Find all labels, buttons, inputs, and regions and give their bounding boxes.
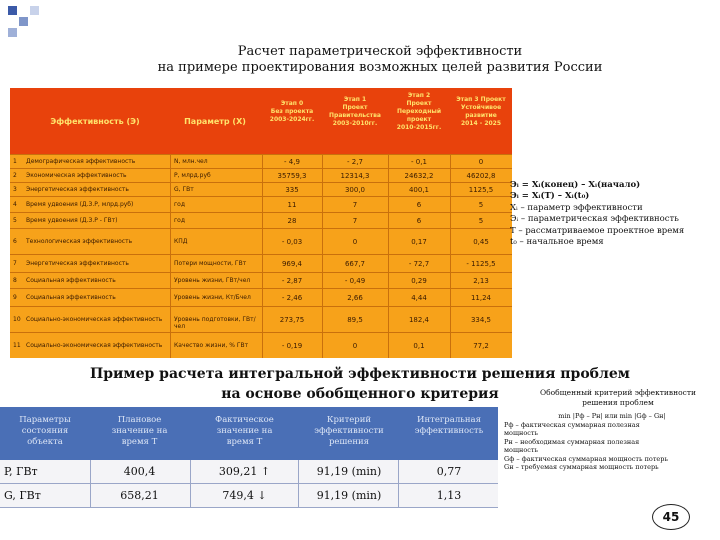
- table-row: [10, 168, 512, 183]
- row-name: Время удвоения (Д.З.Р, млрд.руб): [26, 201, 134, 208]
- table-row: [10, 332, 512, 359]
- row-name: Энергетическая эффективность: [26, 186, 129, 193]
- value-stage1: 667,7: [344, 260, 366, 268]
- row-param: КПД: [174, 238, 188, 245]
- table-row: P, ГВт 400,4 309,21 ↑ 91,19 (min) 0,77: [0, 460, 498, 484]
- parametric-efficiency-table: [10, 88, 512, 358]
- value-stage1: 12314,3: [340, 172, 370, 180]
- value-stage3: 2,13: [473, 277, 489, 285]
- value-stage2: - 0,1: [411, 158, 427, 166]
- header-stage3: Этап 3 Проект Устойчивое развитие 2014 - 2025: [456, 96, 506, 127]
- value-stage0: - 0,19: [281, 342, 303, 350]
- table-row: [10, 272, 512, 289]
- value-stage2: 6: [416, 217, 422, 225]
- row-name: Социальная эффективность: [26, 277, 116, 284]
- row-name: Социально-экономическая эффективность: [26, 316, 163, 323]
- table-row: [10, 212, 512, 229]
- value-stage1: 0: [352, 238, 358, 246]
- row-name: Социально-экономическая эффективность: [26, 342, 163, 349]
- criterion-notes: min |Pф – Pн| или min |Gф – Gн| Pф – фактическая суммарная полезная мощность Pн – необходимая суммарная полезная мощность Gф – фактическая суммарная мощность потерь Gн – требуемая суммарная мощность потерь: [504, 412, 668, 471]
- bheader-fact: Фактическое значение на время T: [215, 415, 274, 447]
- row-param: год: [174, 201, 185, 208]
- value-stage3: 77,2: [473, 342, 489, 350]
- value-stage3: 334,5: [470, 316, 492, 324]
- table-row: [10, 228, 512, 255]
- value-stage0: 273,75: [279, 316, 305, 324]
- table-row: [10, 154, 512, 169]
- row-index: 1: [13, 158, 17, 165]
- value-stage3: 46202,8: [466, 172, 496, 180]
- row-name: Время удвоения (Д.З.Р - ГВт): [26, 217, 118, 224]
- row-index: 10: [13, 316, 21, 323]
- table-row: [10, 288, 512, 307]
- row-name: Энергетическая эффективность: [26, 260, 129, 267]
- value-stage1: 7: [352, 217, 358, 225]
- value-stage2: 400,1: [408, 186, 430, 194]
- value-stage1: 89,5: [347, 316, 363, 324]
- row-index: 6: [13, 238, 17, 245]
- value-stage0: 969,4: [281, 260, 303, 268]
- value-stage3: - 1125,5: [466, 260, 496, 268]
- row-param: G, ГВт: [174, 186, 194, 193]
- table-row: [10, 196, 512, 213]
- value-stage2: 0,1: [413, 342, 425, 350]
- table-row: G, ГВт 658,21 749,4 ↓ 91,19 (min) 1,13: [0, 484, 498, 508]
- value-stage3: 1125,5: [468, 186, 494, 194]
- value-stage2: 0,29: [411, 277, 427, 285]
- value-stage3: 5: [478, 217, 484, 225]
- row-index: 11: [13, 342, 21, 349]
- value-stage1: 0: [352, 342, 358, 350]
- row-index: 8: [13, 277, 17, 284]
- header-stage2: Этап 2 Проект Переходный проект 2010-2015гг.: [396, 92, 442, 131]
- row-name: Экономическая эффективность: [26, 172, 127, 179]
- value-stage3: 0: [478, 158, 484, 166]
- row-index: 4: [13, 201, 17, 208]
- row-param: P, млрд.руб: [174, 172, 211, 179]
- value-stage0: - 2,87: [281, 277, 303, 285]
- value-stage2: 4,44: [411, 294, 427, 302]
- row-name: Социальная эффективность: [26, 294, 116, 301]
- value-stage0: - 4,9: [284, 158, 300, 166]
- value-stage3: 5: [478, 201, 484, 209]
- value-stage0: 28: [287, 217, 297, 225]
- bheader-integ: Интегральная эффективность: [414, 415, 484, 436]
- value-stage2: 182,4: [408, 316, 430, 324]
- table-row: [10, 254, 512, 273]
- formula-block: Эᵢ = Xᵢ(конец) – Xᵢ(начало) Эᵢ = Xᵢ(T) – Xᵢ(t₀) Xᵢ – параметр эффективности Эᵢ – параметрическая эффективность T – рассматриваемое проектное время t₀ – начальное время: [510, 180, 685, 248]
- row-param: год: [174, 217, 185, 224]
- value-stage0: - 0,03: [281, 238, 303, 246]
- value-stage0: 35759,3: [277, 172, 307, 180]
- row-param: Уровень жизни, ГВт/чел: [174, 277, 251, 284]
- bheader-plan: Плановое значение на время T: [111, 415, 168, 447]
- header-effect: Эффективность (Э): [50, 117, 140, 126]
- table-row: [10, 306, 512, 333]
- page-number: 45: [652, 504, 690, 530]
- value-stage1: 300,0: [344, 186, 366, 194]
- page-title: Расчет параметрической эффективности на примере проектирования возможных целей развития России: [157, 44, 603, 75]
- table-row: [10, 182, 512, 197]
- row-index: 9: [13, 294, 17, 301]
- header-stage0: Этап 0 Без проекта 2003-2024гг.: [269, 100, 315, 123]
- row-param: N, млн.чел: [174, 158, 208, 165]
- row-param: Уровень подготовки, ГВт/чел: [174, 316, 256, 330]
- section-title: Пример расчета интегральной эффективности решения проблем на основе обобщенного критерия: [90, 366, 630, 402]
- corner-decoration: [8, 6, 48, 40]
- value-stage1: 7: [352, 201, 358, 209]
- row-param: Качество жизни, % ГВт: [174, 342, 249, 349]
- row-name: Технологическая эффективность: [26, 238, 133, 245]
- row-param: Потери мощности, ГВт: [174, 260, 247, 267]
- bheader-crit: Критерий эффективности решения: [314, 415, 384, 447]
- value-stage0: 335: [285, 186, 299, 194]
- value-stage0: 11: [287, 201, 297, 209]
- value-stage1: 2,66: [347, 294, 363, 302]
- value-stage3: 0,45: [473, 238, 489, 246]
- value-stage2: - 72,7: [408, 260, 430, 268]
- value-stage1: - 2,7: [347, 158, 363, 166]
- row-index: 3: [13, 186, 17, 193]
- value-stage2: 6: [416, 201, 422, 209]
- row-param: Уровень жизни, Кт/Бчел: [174, 294, 251, 301]
- value-stage2: 0,17: [411, 238, 427, 246]
- row-index: 7: [13, 260, 17, 267]
- header-stage1: Этап 1 Проект Правительства 2003-2010гг.: [329, 96, 381, 127]
- row-name: Демографическая эффективность: [26, 158, 136, 165]
- value-stage3: 11,24: [470, 294, 492, 302]
- row-index: 5: [13, 217, 17, 224]
- value-stage1: - 0,49: [344, 277, 366, 285]
- row-index: 2: [13, 172, 17, 179]
- value-stage2: 24632,2: [404, 172, 434, 180]
- criterion-caption: Обобщенный критерий эффективности решения проблем: [539, 388, 696, 407]
- header-param: Параметр (X): [184, 117, 246, 126]
- value-stage0: - 2,46: [281, 294, 303, 302]
- bheader-params: Параметры состояния объекта: [19, 415, 71, 447]
